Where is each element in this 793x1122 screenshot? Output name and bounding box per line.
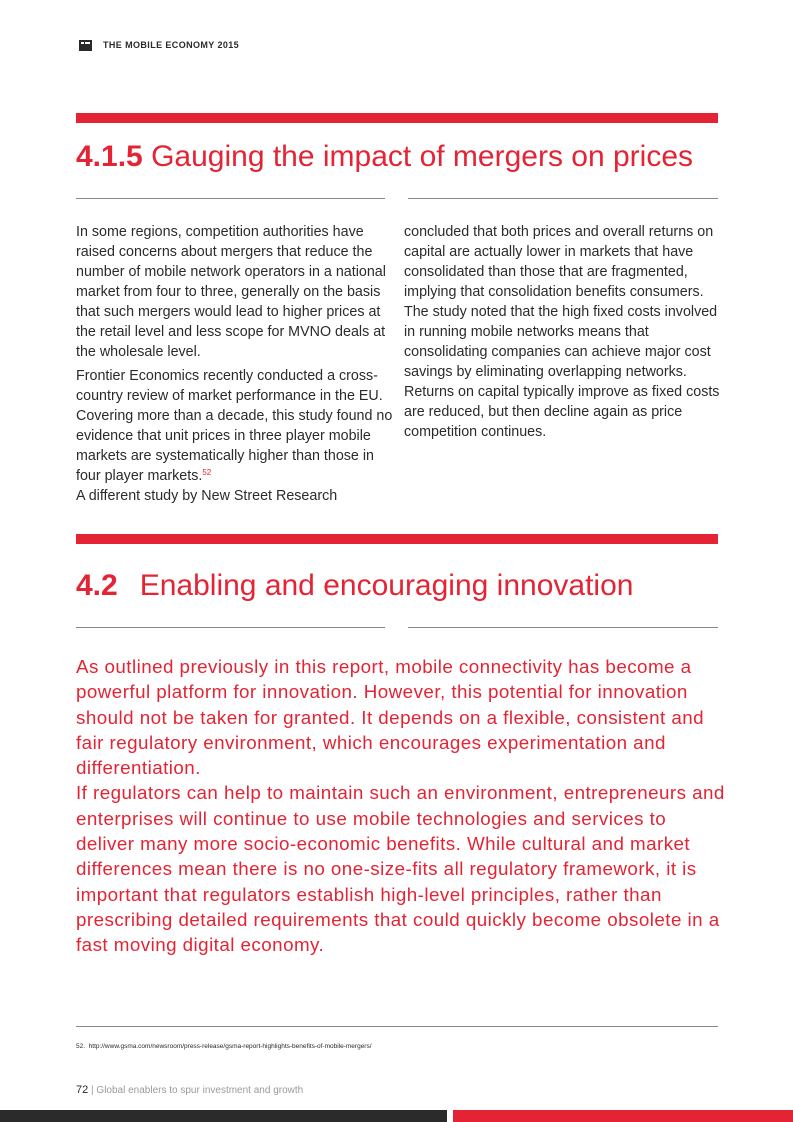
footer-section: Global enablers to spur investment and growth: [96, 1085, 304, 1096]
intro-paragraphs: [76, 654, 726, 958]
intro-paragraph: If regulators can help to maintain such an environment, entrepreneurs and enterprises will continue to use mobile technologies and services to deliver many more socio-economic benefits. While cultural and market differences mean there is no one-size-fits all regulatory framework, it is important that regulators establish high-level principles, rather than prescribing detailed requirements that could quickly become obsolete in a fast moving digital economy.: [76, 782, 725, 956]
paragraph: concluded that both prices and overall returns on capital are actually lower in markets that have consolidated than those that are fragmented, implying that consolidation benefits consumers. The study noted that the high fixed costs involved in running mobile networks means that consolidating companies can achieve major cost savings by eliminating overlapping networks. Returns on capital typically improve as fixed costs are reduced, but then decline again as price competition continues.: [404, 224, 720, 440]
footer-band-dark: [0, 1110, 447, 1122]
section-top-bar: [76, 534, 718, 544]
footnote-rule: [76, 1026, 718, 1027]
footer-band-red: [453, 1110, 793, 1122]
section-number: 4.1.5: [76, 140, 143, 173]
heading-rule-right: [408, 627, 718, 628]
paragraph: A different study by New Street Research: [76, 488, 338, 504]
intro-paragraph: As outlined previously in this report, mobile connectivity has become a powerful platform for innovation. However, this potential for innovation should not be taken for granted. It depends on a flexible, consistent and fair regulatory environment, which encourages experimentation and differentiation.: [76, 656, 704, 779]
footnote-number: 52.: [76, 1043, 86, 1050]
heading-rule-right: [408, 198, 718, 199]
section-heading-415: [76, 139, 693, 175]
heading-rule-left: [76, 627, 385, 628]
report-logo-icon: [79, 40, 92, 51]
body-column-right: [404, 222, 722, 442]
paragraph-text: Frontier Economics recently conducted a cross-country review of market performance in the EU. Covering more than a decade, this study found no evidence that unit prices in three player mobile markets are systematically higher than those in four player markets.: [76, 368, 393, 484]
section-title: Enabling and encouraging innovation: [139, 569, 634, 602]
heading-rule-left: [76, 198, 385, 199]
body-column-left: [76, 222, 394, 506]
footer-separator: |: [91, 1085, 94, 1096]
section-number: 4.2: [76, 569, 118, 602]
footnote: [76, 1043, 372, 1050]
section-top-bar: [76, 113, 718, 123]
footnote-reference[interactable]: 52: [202, 468, 212, 477]
running-header: THE MOBILE ECONOMY 2015: [103, 40, 240, 50]
section-heading-42: [76, 568, 633, 604]
page-footer: [76, 1084, 303, 1096]
section-title: Gauging the impact of mergers on prices: [151, 140, 694, 173]
page-number: 72: [76, 1084, 89, 1096]
paragraph: In some regions, competition authorities have raised concerns about mergers that reduce the number of mobile network operators in a national market from four to three, generally on the basis that such mergers would lead to higher prices at the retail level and less scope for MVNO deals at the wholesale level.: [76, 224, 386, 360]
paragraph: [76, 366, 394, 486]
footnote-link[interactable]: http://www.gsma.com/newsroom/press-release/gsma-report-highlights-benefits-of-mobile-mergers/: [88, 1043, 372, 1050]
